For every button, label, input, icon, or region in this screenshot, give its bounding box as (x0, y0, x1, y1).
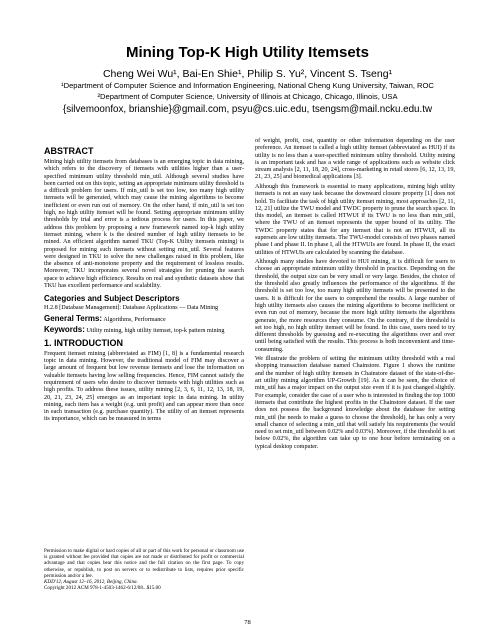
right-paragraph-4: We illustrate the problem of setting the minimum utility threshold with a real shopping transaction database named Chainstore. Figure 1 shows the runtime and the number of high utility itemsets in Chainstore dataset of the state-of-the-art utility mining algorithm UP-Growth [19]. As it can be seen, the choice of min_util has a major impact on the output size even if it is just changed slightly. For example, consider the case of a user who is interested in finding the top 1000 itemsets that contribute the highest profits in the Chainstore dataset. If the user does not possess the background knowledge about the database for setting min_util (he needs to make a guess to choose the threshold), he has only a very small chance of selecting a min_util that will satisfy his requirements (he would need to set min_util between 0.02% and 0.03%). Moreover, if the threshold is set below 0.02%, the algorithm can take up to one hour before terminating on a typical desktop computer. (255, 356, 455, 450)
general-terms-label: General Terms: (44, 313, 103, 323)
introduction-heading: 1. INTRODUCTION (44, 337, 124, 348)
right-paragraph-1: of weight, profit, cost, quantity or other information depending on the user preference. An itemset is called a high utility itemset (abbreviated as HUI) if its utility is no less than a user-specified minimum utility threshold. Utility mining is an important task and has a wide range of applications such as website click stream analysis [2, 11, 18, 20, 24], cross-marketing in retail stores [6, 12, 13, 19, 21, 23, 25] and biomedical applications [3]. (255, 138, 455, 181)
affiliation-1: ¹Department of Computer Science and Information Engineering, National Cheng Kung University, Taiwan, ROC (61, 81, 434, 90)
permission-notice (44, 548, 244, 591)
general-terms (44, 315, 244, 324)
page-number: 78 (244, 619, 251, 626)
right-column (255, 138, 455, 453)
affiliation-2: ²Department of Computer Science, University of Illinois at Chicago, Chicago, Illinois, USA (97, 92, 398, 101)
keywords-text: Utility mining, high utility itemset, top-k pattern mining (86, 328, 225, 335)
introduction-text: Frequent itemset mining (abbreviated as FIM) [1, 8] is a fundamental research topic in data mining. However, the traditional model of FIM may discover a large amount of frequent but low revenue itemsets and lose the information on valuable itemsets having low selling frequencies. Hence, FIM cannot satisfy the requirement of users who desire to discover itemsets with high utilities such as high profits. To address these issues, utility mining [2, 3, 6, 11, 12, 13, 18, 19, 20, 21, 23, 24, 25] emerges as an important topic in data mining. In utility mining, each item has a weight (e.g. unit profit) and can appear more than once in each transaction (e.g. purchase quantity). The utility of an itemset represents its importance, which can be measured in terms (44, 350, 244, 423)
author-list: Cheng Wei Wu¹, Bai-En Shie¹, Philip S. Yu², Vincent S. Tseng¹ (102, 68, 393, 80)
paper-title: Mining Top-K High Utility Itemsets (125, 44, 370, 61)
abstract-heading: ABSTRACT (44, 146, 94, 156)
permission-text: Permission to make digital or hard copies of all or part of this work for personal or classroom use is granted without fee provided that copies are not made or distributed for profit or commercial advantage and that copies bear this notice and the full citation on the first page. To copy otherwise, or republish, to post on servers or to redistribute to lists, requires prior specific permission and/or a fee. (44, 548, 244, 579)
keywords (44, 326, 244, 335)
right-paragraph-2: Although this framework is essential to many applications, mining high utility itemsets is not an easy task because the downward closure property [1] does not hold. To facilitate the task of high utility itemset mining, most approaches [2, 11, 12, 21] utilize the TWU model and TWDC property to prune the search space. In this model, an itemset is called HTWUI if its TWU is no less than min_util, where the TWU of an itemset represents the upper bound of its utility. The TWDC property states that for any itemset that is not an HTWUI, all its supersets are low utility itemsets. The TWU-model consists of two phases named phase I and phase II. In phase I, all the HTWUIs are found. In phase II, the exact utilities of HTWUIs are calculated by scanning the database. (255, 183, 455, 256)
right-paragraph-3: Although many studies have devoted to HUI mining, it is difficult for users to choose an appropriate minimum utility threshold in practice. Depending on the threshold, the output size can be very small or very large. Besides, the choice of the threshold also greatly influences the performance of the algorithms. If the threshold is set too low, too many high utility itemsets will be presented to the users. It is difficult for the users to comprehend the results. A large number of high utility itemsets also causes the mining algorithms to become inefficient or even run out of memory, because the more high utility itemsets the algorithms generate, the more resources they consume. On the contrary, if the threshold is set too high, no high utility itemset will be found. In this case, users need to try different thresholds by guessing and re-executing the algorithms over and over until being satisfied with the results. This process is both inconvenient and time-consuming. (255, 259, 455, 353)
left-column (44, 146, 244, 426)
abstract-text: Mining high utility itemsets from databases is an emerging topic in data mining, which refers to the discovery of itemsets with utilities higher than a user-specified minimum utility threshold min_util. Although several studies have been carried out on this topic, setting an appropriate minimum utility threshold is a difficult problem for users. If min_util is set too low, too many high utility itemsets will be generated, which may cause the mining algorithms to become inefficient or even run out of memory. On the other hand, if min_util is set too high, no high utility itemset will be found. Setting appropriate minimum utility thresholds by trial and error is a tedious process for users. In this paper, we address this problem by proposing a new framework named top-k high utility itemset mining, where k is the desired number of high utility itemsets to be mined. An efficient algorithm named TKU (Top-K Utility itemsets mining) is proposed for mining such itemsets without setting min_util. Several features were designed in TKU to solve the new challenges raised in this problem, like the absence of anti-monotone property and the requirement of lossless results. Moreover, TKU incorporates several novel strategies for pruning the search space to achieve high efficiency. Results on real and synthetic datasets show that TKU has excellent performance and scalability. (44, 159, 244, 290)
categories-heading: Categories and Subject Descriptors (44, 294, 180, 304)
author-emails: {silvemoonfox, brianshie}@gmail.com, psyu@cs.uic.edu, tsengsm@mail.ncku.edu.tw (62, 104, 433, 115)
keywords-label: Keywords: (44, 325, 85, 335)
general-terms-text: Algorithms, Performance (103, 316, 166, 323)
conference-info: KDD'12, August 12–16, 2012, Beijing, China. (44, 579, 138, 586)
copyright-line: Copyright 2012 ACM 978-1-4503-1462-6/12/08...$15.00 (44, 585, 161, 592)
categories-text: H.2.8 [Database Management]: Database Applications — Data Mining (44, 305, 219, 312)
